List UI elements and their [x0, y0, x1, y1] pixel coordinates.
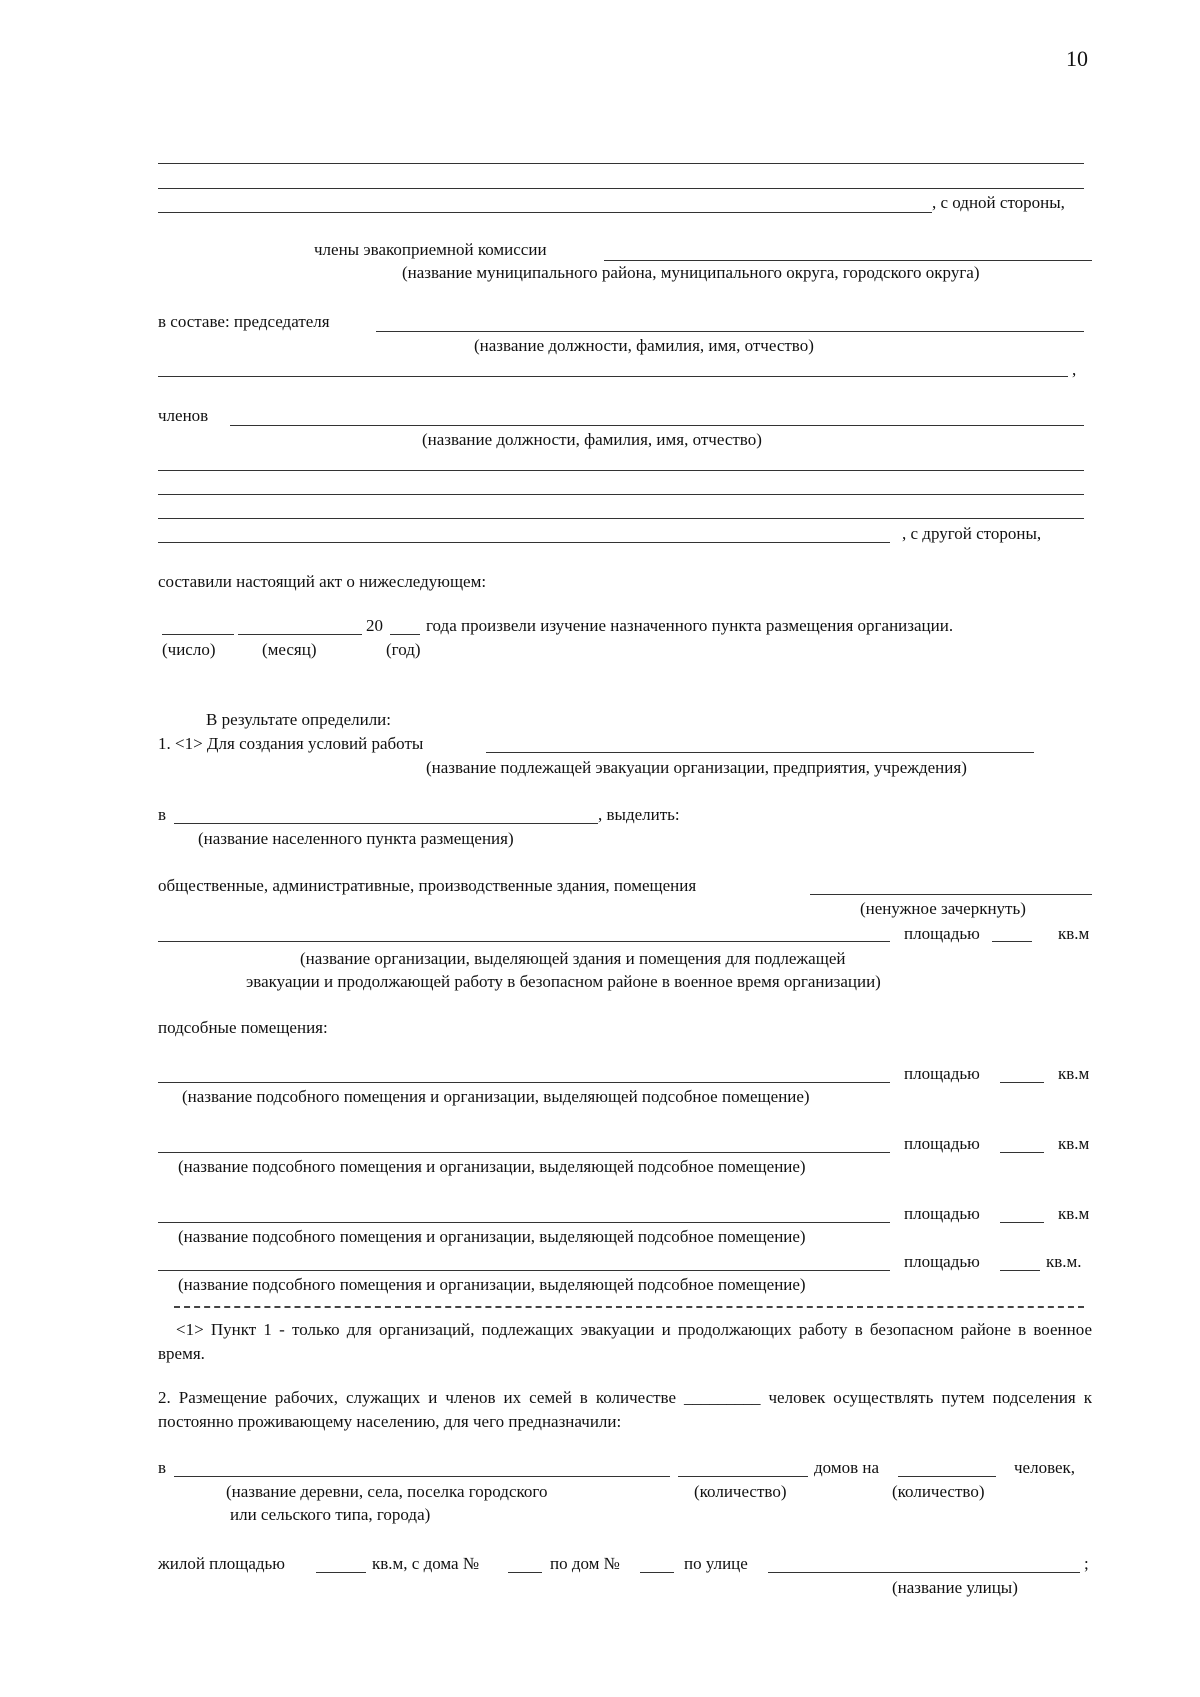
to-house: по дом № [550, 1554, 620, 1573]
comma: , [1072, 360, 1077, 379]
chair-blank[interactable] [376, 331, 1084, 332]
settlement-hint: (название населенного пункта размещения) [198, 829, 514, 848]
sqm: кв.м [1058, 1134, 1090, 1153]
blank-line[interactable] [158, 188, 1084, 189]
sqm: кв.м [1058, 1204, 1090, 1223]
blank-line[interactable] [158, 470, 1084, 471]
org-name-blank[interactable] [158, 941, 890, 942]
aux-hint: (название подсобного помещения и организации, выделяющей подсобное помещение) [178, 1227, 806, 1246]
month-hint: (месяц) [262, 640, 317, 659]
aux-area-blank-1[interactable] [1000, 1082, 1044, 1083]
semicolon: ; [1084, 1554, 1089, 1573]
members-blank[interactable] [230, 425, 1084, 426]
members-label: члены эвакоприемной комиссии [314, 240, 547, 259]
sqm-from: кв.м, с дома № [372, 1554, 480, 1573]
street-blank[interactable] [768, 1572, 1080, 1573]
count-hint-2: (количество) [892, 1482, 985, 1501]
aux-blank-3[interactable] [158, 1222, 890, 1223]
members2-label: членов [158, 406, 209, 425]
house-to-blank[interactable] [640, 1572, 674, 1573]
buildings-label: общественные, административные, производственные здания, помещения [158, 876, 697, 895]
area-label: площадью [904, 1252, 980, 1271]
blank-line[interactable] [158, 518, 1084, 519]
street-hint: (название улицы) [892, 1578, 1018, 1597]
year-hint: (год) [386, 640, 421, 659]
item1-hint: (название подлежащей эвакуации организации, предприятия, учреждения) [426, 758, 967, 777]
date-text: года произвели изучение назначенного пункта размещения организации. [426, 616, 954, 635]
members2-hint: (название должности, фамилия, имя, отчество) [422, 430, 762, 449]
area-label: площадью [904, 1204, 980, 1223]
aux-area-blank-4[interactable] [1000, 1270, 1040, 1271]
determined-text: В результате определили: [206, 710, 392, 729]
house-from-blank[interactable] [508, 1572, 542, 1573]
blank-line[interactable] [158, 494, 1084, 495]
houses-count-blank[interactable] [678, 1476, 808, 1477]
people-text: человек, [1014, 1458, 1076, 1477]
sqm: кв.м [1058, 1064, 1090, 1083]
sqm: кв.м [1058, 924, 1090, 943]
members-hint: (название муниципального района, муниципального округа, городского округа) [402, 263, 980, 282]
village-hint-2: или сельского типа, города) [230, 1505, 431, 1524]
day-blank[interactable] [162, 634, 234, 635]
blank-line[interactable] [158, 163, 1084, 164]
item1-label: 1. <1> Для создания условий работы [158, 734, 424, 753]
area-label: площадью [904, 1134, 980, 1153]
footnote: <1> Пункт 1 - только для организаций, подлежащих эвакуации и продолжающих работу в безопасном районе в военное время. [158, 1320, 1092, 1363]
aux-label: подсобные помещения: [158, 1018, 328, 1037]
day-hint: (число) [162, 640, 216, 659]
area-label: площадью [904, 1064, 980, 1083]
other-side-text: , с другой стороны, [902, 524, 1042, 543]
commission-blank[interactable] [604, 260, 1092, 261]
aux-area-blank-3[interactable] [1000, 1222, 1044, 1223]
living-area-label: жилой площадью [158, 1554, 285, 1573]
aux-blank-1[interactable] [158, 1082, 890, 1083]
blank-line[interactable] [158, 542, 890, 543]
org-hint-1: (название организации, выделяющей здания и помещения для подлежащей [300, 949, 846, 968]
act-intro: составили настоящий акт о нижеследующем: [158, 572, 487, 591]
in-label: в [158, 805, 167, 824]
count-hint-1: (количество) [694, 1482, 787, 1501]
chair-blank-2[interactable] [158, 376, 1068, 377]
org-hint-2: эвакуации и продолжающей работу в безопасном районе в военное время организации) [246, 972, 881, 991]
chair-hint: (название должности, фамилия, имя, отчество) [474, 336, 814, 355]
year-blank[interactable] [390, 634, 420, 635]
people-count-blank[interactable] [898, 1476, 996, 1477]
blank-line[interactable] [158, 212, 932, 213]
allocate-text: , выделить: [598, 805, 680, 824]
village-blank[interactable] [174, 1476, 670, 1477]
village-hint-1: (название деревни, села, поселка городского [226, 1482, 548, 1501]
chair-label: в составе: председателя [158, 312, 330, 331]
aux-hint: (название подсобного помещения и организации, выделяющей подсобное помещение) [178, 1157, 806, 1176]
buildings-blank[interactable] [810, 894, 1092, 895]
strike-hint: (ненужное зачеркнуть) [860, 899, 1026, 918]
area-label: площадью [904, 924, 980, 943]
footnote-separator [174, 1306, 1084, 1308]
page-number: 10 [1066, 46, 1088, 71]
living-area-blank[interactable] [316, 1572, 366, 1573]
aux-hint: (название подсобного помещения и организации, выделяющей подсобное помещение) [182, 1087, 810, 1106]
aux-hint: (название подсобного помещения и организации, выделяющей подсобное помещение) [178, 1275, 806, 1294]
org-blank[interactable] [486, 752, 1034, 753]
area-blank[interactable] [992, 941, 1032, 942]
houses-for: домов на [814, 1458, 880, 1477]
settlement-blank[interactable] [174, 823, 598, 824]
aux-area-blank-2[interactable] [1000, 1152, 1044, 1153]
aux-blank-2[interactable] [158, 1152, 890, 1153]
item2-text: 2. Размещение рабочих, служащих и членов их семей в количестве _________ человек осуществлять путем подселения к постоянно проживающему населению, для чего предназначили: [158, 1388, 1092, 1431]
year-prefix: 20 [366, 616, 383, 635]
aux-blank-4[interactable] [158, 1270, 890, 1271]
in-label: в [158, 1458, 167, 1477]
month-blank[interactable] [238, 634, 362, 635]
one-side-text: , с одной стороны, [932, 193, 1065, 212]
street-label: по улице [684, 1554, 748, 1573]
sqm-dot: кв.м. [1046, 1252, 1082, 1271]
